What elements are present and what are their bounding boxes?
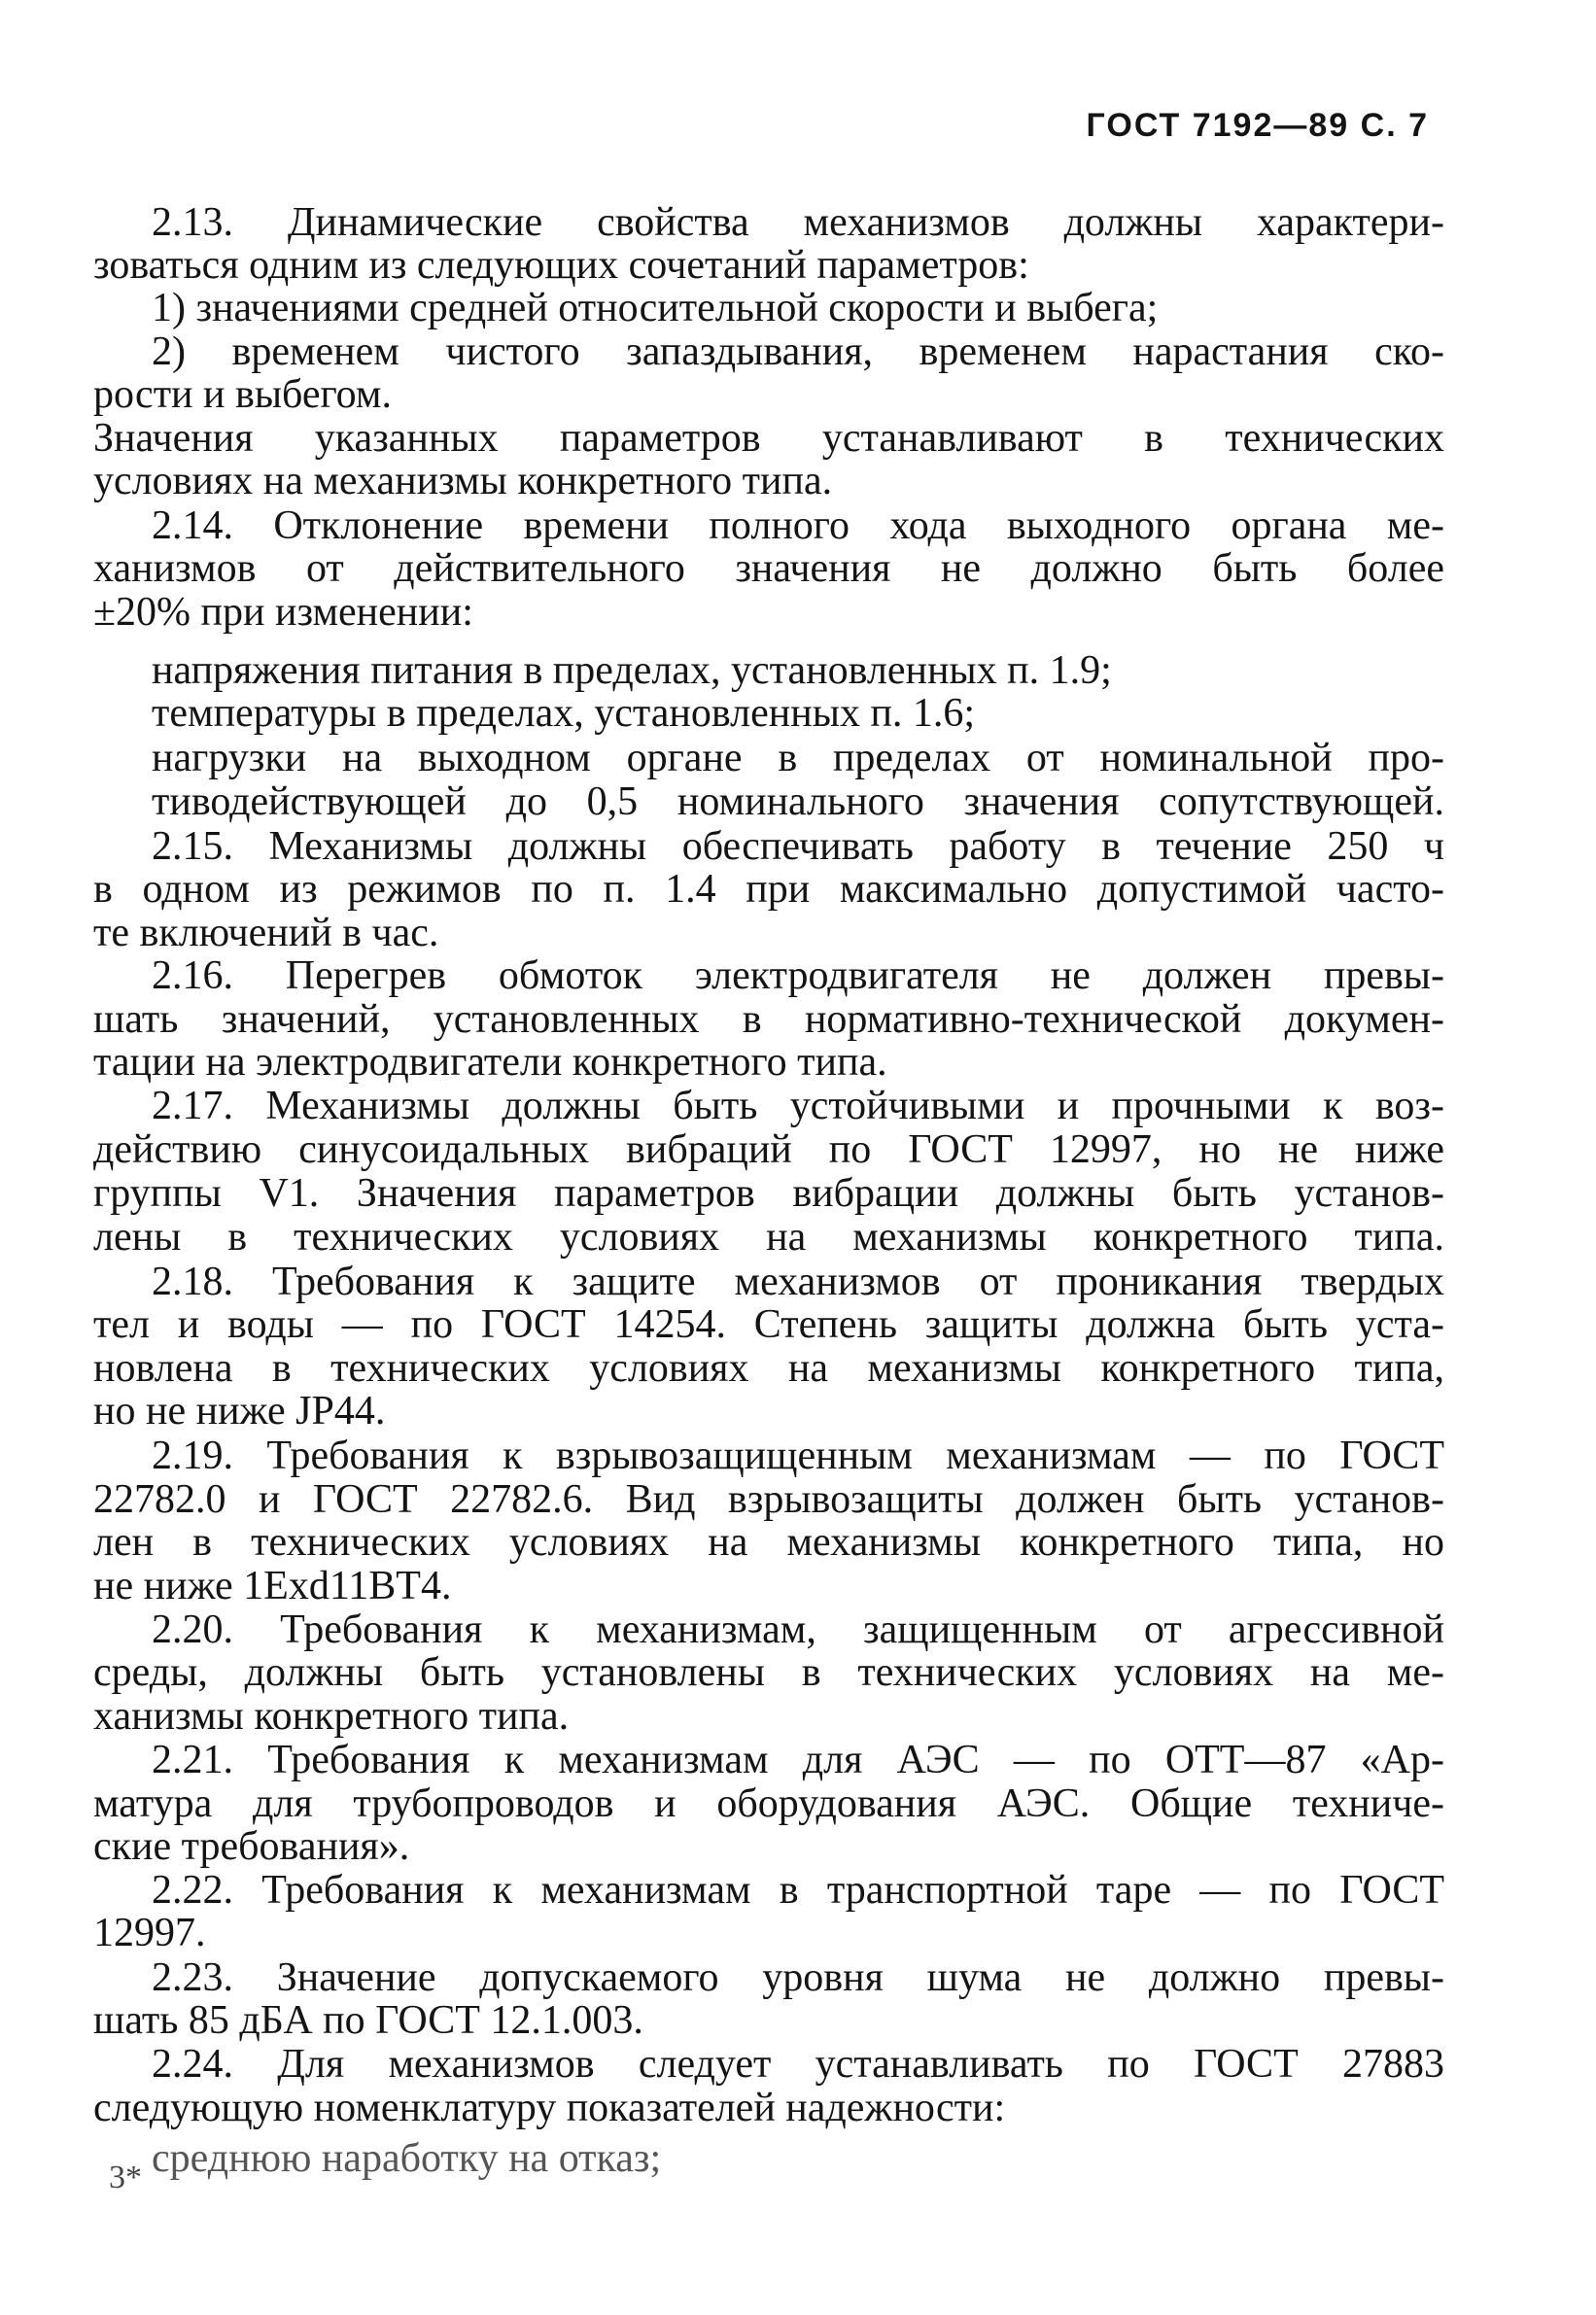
signature-mark: 3* <box>109 2160 142 2195</box>
text-line: 2.20. Требования к механизмам, защищенным от агрессивной <box>152 1607 1444 1652</box>
text-line: тиводействующей до 0,5 номинального значения сопутствующей. <box>152 779 1444 824</box>
text-line: те включений в час. <box>93 911 439 955</box>
text-line: нагрузки на выходном органе в пределах от номинальной про- <box>152 736 1444 780</box>
text-line: тации на электродвигатели конкретного типа. <box>93 1040 887 1085</box>
text-line: 2.24. Для механизмов следует устанавливать по ГОСТ 27883 <box>152 2042 1444 2087</box>
text-line: 2.15. Механизмы должны обеспечивать работу в течение 250 ч <box>152 824 1444 869</box>
text-line: 2.13. Динамические свойства механизмов должны характери- <box>152 200 1444 245</box>
text-line: 2.22. Требования к механизмам в транспортной таре — по ГОСТ <box>152 1868 1444 1913</box>
text-line: 2.18. Требования к защите механизмов от проникания твердых <box>152 1260 1444 1304</box>
text-line: группы V1. Значения параметров вибрации должны быть установ- <box>93 1171 1444 1216</box>
text-line: лены в технических условиях на механизмы конкретного типа. <box>93 1215 1444 1260</box>
text-line: 2.21. Требования к механизмам для АЭС — по ОТТ—87 «Ар- <box>152 1738 1444 1782</box>
text-line: матура для трубопроводов и оборудования АЭС. Общие техниче- <box>93 1781 1444 1826</box>
text-line: ские требования». <box>93 1824 410 1869</box>
text-line: 2.23. Значение допускаемого уровня шума не должно превы- <box>152 1955 1444 2000</box>
text-line: 12997. <box>93 1911 206 1955</box>
text-line: условиях на механизмы конкретного типа. <box>93 459 833 503</box>
text-line: тел и воды — по ГОСТ 14254. Степень защиты должна быть уста- <box>93 1302 1444 1347</box>
text-line: 2.16. Перегрев обмоток электродвигателя не должен превы- <box>152 953 1444 998</box>
text-line: действию синусоидальных вибраций по ГОСТ 12997, но не ниже <box>93 1127 1444 1172</box>
text-line: шать 85 дБА по ГОСТ 12.1.003. <box>93 1998 643 2043</box>
text-line: не ниже 1Exd11BT4. <box>93 1564 452 1608</box>
text-line: в одном из режимов по п. 1.4 при максимально допустимой часто- <box>93 867 1444 912</box>
text-line: следующую номенклатуру показателей надежности: <box>93 2086 1006 2130</box>
text-line: 2.17. Механизмы должны быть устойчивыми и прочными к воз- <box>152 1084 1444 1128</box>
text-line: зоваться одним из следующих сочетаний параметров: <box>93 243 1029 288</box>
text-line: ханизмы конкретного типа. <box>93 1694 570 1739</box>
text-line: ±20% при изменении: <box>93 590 473 635</box>
text-line: ханизмов от действительного значения не должно быть более <box>93 546 1444 591</box>
text-line: лен в технических условиях на механизмы конкретного типа, но <box>93 1520 1444 1565</box>
text-line: 22782.0 и ГОСТ 22782.6. Вид взрывозащиты должен быть установ- <box>93 1477 1444 1522</box>
text-line: новлена в технических условиях на механизмы конкретного типа, <box>93 1346 1444 1391</box>
running-head: ГОСТ 7192—89 С. 7 <box>1086 107 1429 144</box>
text-line: но не ниже JP44. <box>93 1389 386 1434</box>
text-line: напряжения питания в пределах, установленных п. 1.9; <box>152 648 1112 693</box>
text-line: 1) значениями средней относительной скорости и выбега; <box>152 286 1159 330</box>
text-line: 2.14. Отклонение времени полного хода выходного органа ме- <box>152 503 1444 548</box>
text-line: рости и выбегом. <box>93 372 392 417</box>
text-line: температуры в пределах, установленных п. 1.6; <box>152 691 976 736</box>
text-line: 2) временем чистого запаздывания, временем нарастания ско- <box>152 329 1444 374</box>
text-line: среднюю наработку на отказ; <box>152 2136 662 2181</box>
text-line: Значения указанных параметров устанавливают в технических <box>93 416 1444 461</box>
text-line: шать значений, установленных в нормативно-технической докумен- <box>93 997 1444 1042</box>
text-line: среды, должны быть установлены в технических условиях на ме- <box>93 1650 1444 1695</box>
text-line: 2.19. Требования к взрывозащищенным механизмам — по ГОСТ <box>152 1434 1444 1478</box>
